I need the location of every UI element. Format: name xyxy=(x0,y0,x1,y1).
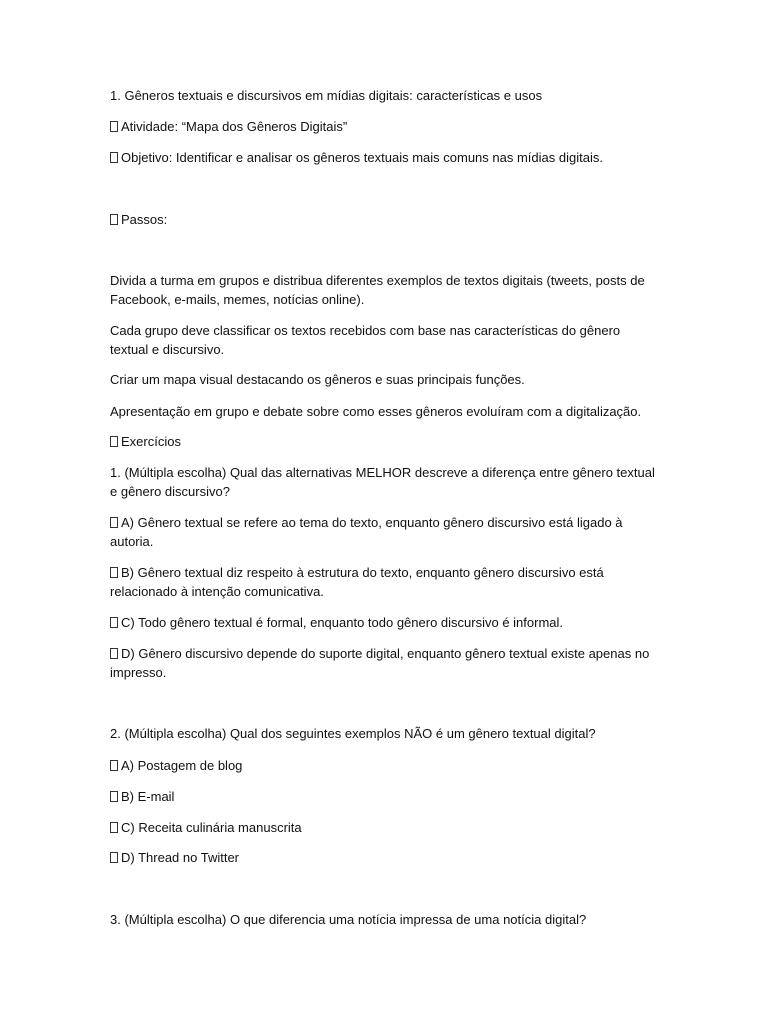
question-3: 3. (Múltipla escolha) O que diferencia uma notícia impressa de uma notícia digital? xyxy=(110,912,587,927)
missing-glyph-icon xyxy=(110,214,118,225)
activity-line xyxy=(110,117,658,136)
missing-glyph-icon xyxy=(110,517,118,528)
option-item xyxy=(110,513,658,551)
missing-glyph-icon xyxy=(110,760,118,771)
option-item xyxy=(110,848,658,867)
missing-glyph-icon xyxy=(110,791,118,802)
option-item xyxy=(110,818,658,837)
exercises-label: Exercícios xyxy=(121,434,181,449)
option-text: B) E-mail xyxy=(121,789,175,804)
step-item: Apresentação em grupo e debate sobre como esses gêneros evoluíram com a digitalização. xyxy=(110,404,642,419)
steps-label: Passos: xyxy=(121,212,168,227)
option-text: A) Postagem de blog xyxy=(121,758,243,773)
missing-glyph-icon xyxy=(110,567,118,578)
exercises-label-line xyxy=(110,432,658,451)
question-2: 2. (Múltipla escolha) Qual dos seguintes exemplos NÃO é um gênero textual digital? xyxy=(110,726,596,741)
option-item xyxy=(110,787,658,806)
option-text: C) Receita culinária manuscrita xyxy=(121,820,302,835)
missing-glyph-icon xyxy=(110,648,118,659)
option-text: A) Gênero textual se refere ao tema do texto, enquanto gênero discursivo está ligado à autoria. xyxy=(110,515,623,549)
missing-glyph-icon xyxy=(110,822,118,833)
missing-glyph-icon xyxy=(110,152,118,163)
question-1: 1. (Múltipla escolha) Qual das alternativas MELHOR descreve a diferença entre gênero textual e gênero discursivo? xyxy=(110,465,655,499)
missing-glyph-icon xyxy=(110,121,118,132)
option-text: B) Gênero textual diz respeito à estrutura do texto, enquanto gênero discursivo está relacionado à intenção comunicativa. xyxy=(110,565,604,599)
step-item: Criar um mapa visual destacando os gêneros e suas principais funções. xyxy=(110,372,525,387)
step-item: Divida a turma em grupos e distribua diferentes exemplos de textos digitais (tweets, posts de Facebook, e-mails, memes, notícias online). xyxy=(110,273,645,307)
option-text: D) Thread no Twitter xyxy=(121,850,240,865)
section-heading: 1. Gêneros textuais e discursivos em mídias digitais: características e usos xyxy=(110,88,543,103)
objective-line xyxy=(110,148,658,167)
objective-text: Objetivo: Identificar e analisar os gêneros textuais mais comuns nas mídias digitais. xyxy=(121,150,603,165)
missing-glyph-icon xyxy=(110,852,118,863)
option-item xyxy=(110,563,658,601)
missing-glyph-icon xyxy=(110,617,118,628)
activity-text: Atividade: “Mapa dos Gêneros Digitais” xyxy=(121,119,348,134)
option-text: D) Gênero discursivo depende do suporte digital, enquanto gênero textual existe apenas no impresso. xyxy=(110,646,650,680)
option-item xyxy=(110,756,658,775)
step-item: Cada grupo deve classificar os textos recebidos com base nas características do gênero textual e discursivo. xyxy=(110,323,621,357)
steps-label-line xyxy=(110,210,658,229)
missing-glyph-icon xyxy=(110,436,118,447)
option-text: C) Todo gênero textual é formal, enquanto todo gênero discursivo é informal. xyxy=(121,615,564,630)
option-item xyxy=(110,644,658,682)
option-item xyxy=(110,613,658,632)
